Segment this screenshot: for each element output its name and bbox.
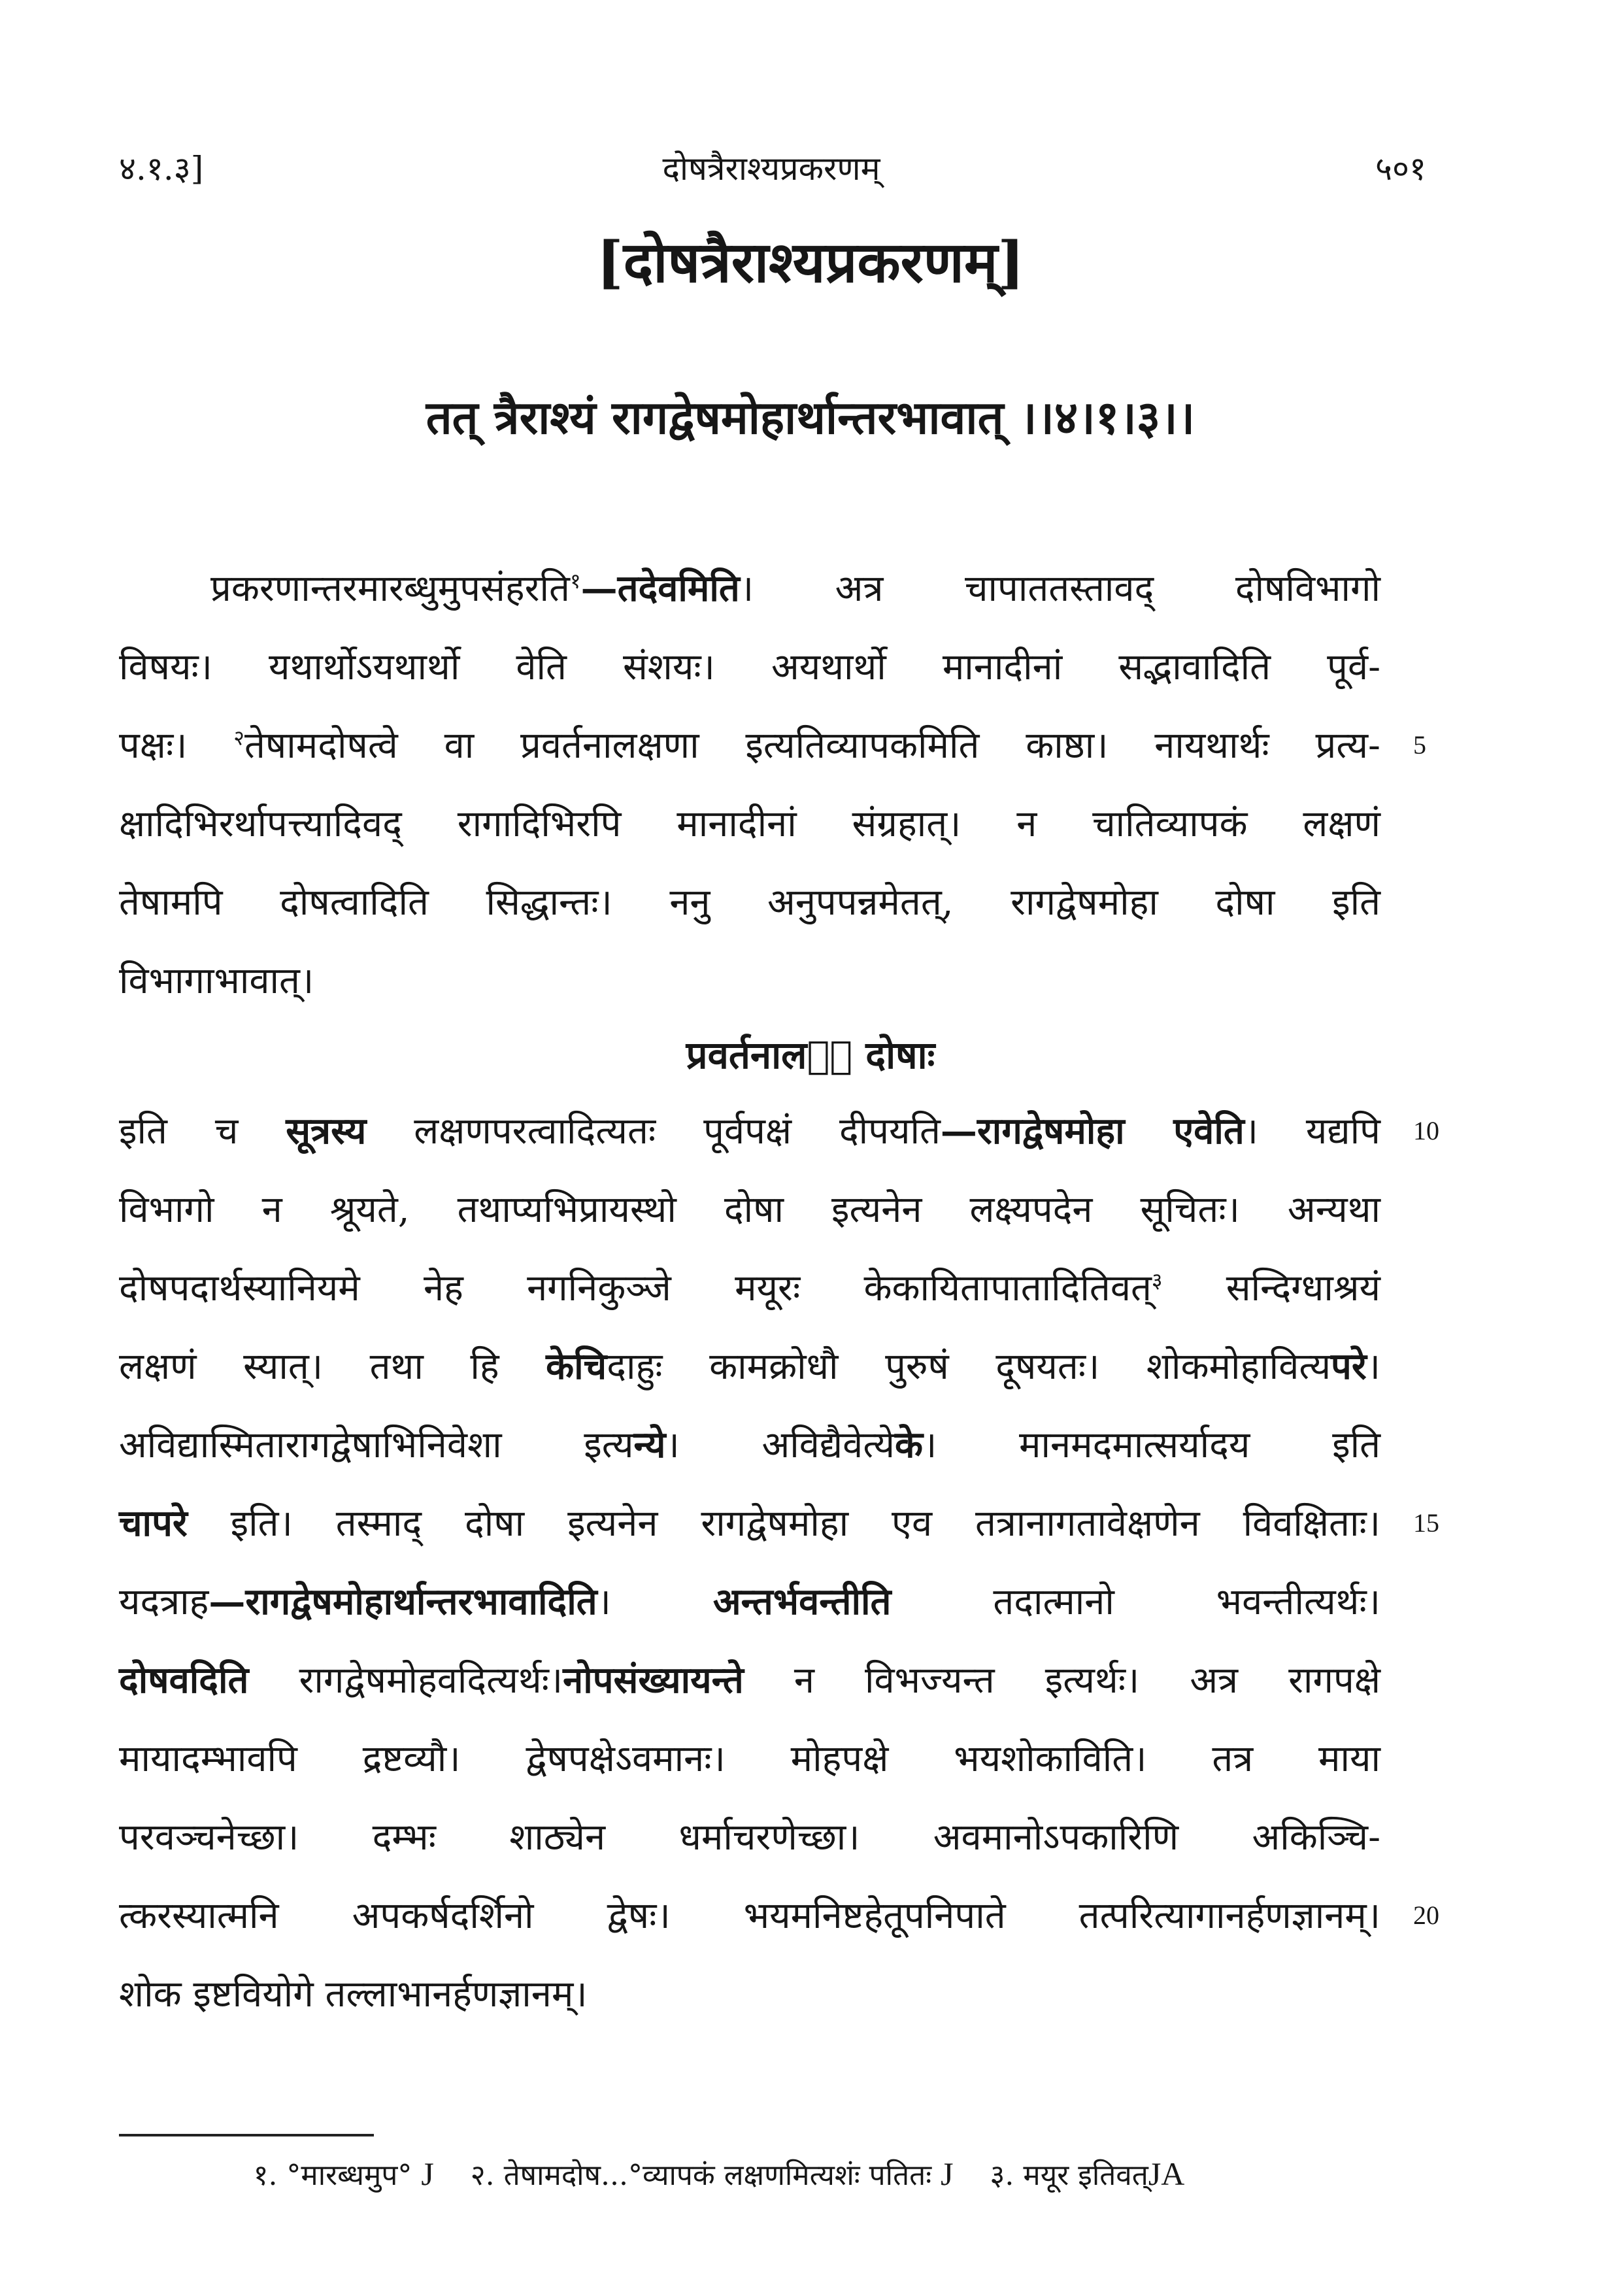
paragraph-line: प्रकरणान्तरमारब्धुमुपसंहरति$^१$—तदेवमिति। अत्र चापाततस्तावद् दोषविभागो [210, 567, 1380, 610]
paragraph-line: इति च सूत्रस्य लक्षणपरत्वादित्यतः पूर्वपक्षं दीपयति—रागद्वेषमोहा एवेति। यद्यपि [119, 1109, 1380, 1153]
paragraph-line: दोषवदिति रागद्वेषमोहवदित्यर्थः।नोपसंख्यायन्ते न विभज्यन्त इत्यर्थः। अत्र रागपक्षे [119, 1659, 1380, 1702]
page-number: ५०१ [1375, 150, 1426, 188]
paragraph-line: क्षादिभिरर्थापत्त्यादिवद् रागादिभिरपि मानादीनां संग्रहात्। न चातिव्यापकं लक्षणं [119, 803, 1380, 845]
paragraph-line: तेषामपि दोषत्वादिति सिद्धान्तः। ननु अनुपपन्नमेतत्, रागद्वेषमोहा दोषा इति [119, 881, 1380, 924]
footnote-1: १. °मारब्धमुप° [253, 2159, 412, 2192]
footnote-3: ३. मयूर इतिवत् [990, 2159, 1148, 2192]
sutra-text: तत् त्रैराश्यं रागद्वेषमोहार्थान्तरभावात् ।।४।१।३।। [426, 390, 1195, 445]
footnote-2: २. तेषामदोष...°व्यापकं लक्षणमित्यशंः पतितः [470, 2159, 932, 2192]
footnote-marker: १ [569, 568, 581, 594]
paragraph-line: शोक इष्टवियोगे तल्लाभानर्हणज्ञानम्। [119, 1973, 588, 2016]
running-header-section: ४.१.३] [119, 150, 204, 188]
paragraph-line: अविद्यास्मितारागद्वेषाभिनिवेशा इत्यन्ये। अविद्यैवेत्येके। मानमदमात्सर्यादय इति [119, 1423, 1381, 1466]
line-number: 5 [1413, 730, 1426, 760]
footnote-1-siglum: J [421, 2155, 434, 2192]
footnotes [0, 2154, 1438, 2193]
paragraph-line: विभागो न श्रूयते, तथाप्यभिप्रायस्थो दोषा इत्यनेन लक्ष्यपदेन सूचितः। अन्यथा [119, 1189, 1380, 1231]
line-number: 10 [1413, 1116, 1439, 1145]
section-title: [दोषत्रैराश्यप्रकरणम्] [596, 229, 1025, 295]
footnote-marker: ३ [1151, 1268, 1163, 1293]
paragraph-line: यदत्राह—रागद्वेषमोहार्थान्तरभावादिति। अन्तर्भवन्तीति तदात्मानो भवन्तीत्यर्थः। [119, 1580, 1380, 1623]
paragraph-line: पक्षः। $^२$तेषामदोषत्वे वा प्रवर्तनालक्षणा इत्यतिव्यापकमिति काष्ठा। नायथार्थः प्रत्य- [119, 724, 1380, 767]
paragraph-line: लक्षणं स्यात्। तथा हि केचिदाहुः कामक्रोधौ पुरुषं दूषयतः। शोकमोहावित्यपरे। [119, 1345, 1380, 1388]
running-header-title: दोषत्रैराश्यप्रकरणम् [662, 150, 880, 188]
footnote-marker: २ [233, 725, 244, 751]
paragraph-line: परवञ्चनेच्छा। दम्भः शाठ्येन धर्माचरणेच्छा। अवमानोऽपकारिणि अकिञ्चि- [119, 1816, 1380, 1859]
footnote-2-siglum: J [941, 2155, 954, 2192]
footnote-rule [119, 2134, 374, 2136]
paragraph-line: विषयः। यथार्थोऽयथार्थो वेति संशयः। अयथार्थो मानादीनां सद्भावादिति पूर्व- [119, 646, 1380, 688]
line-number: 15 [1413, 1508, 1439, 1538]
paragraph-line: दोषपदार्थस्यानियमे नेह नगनिकुञ्जे मयूरः केकायितापातादितिवत्$^३$ सन्दिग्धाश्रयं [119, 1267, 1380, 1309]
sub-heading: प्रवर्तनाल✱ा दोषाः [686, 1033, 935, 1077]
line-number: 20 [1413, 1900, 1439, 1930]
paragraph-line: चापरे इति। तस्माद् दोषा इत्यनेन रागद्वेषमोहा एव तत्रानागतावेक्षणेन विवक्षिताः। [119, 1502, 1380, 1545]
paragraph-line: मायादम्भावपि द्रष्टव्यौ। द्वेषपक्षेऽवमानः। मोहपक्षे भयशोकाविति। तत्र माया [119, 1738, 1380, 1780]
footnote-3-siglum: JA [1148, 2155, 1185, 2192]
paragraph-line: त्करस्यात्मनि अपकर्षदर्शिनो द्वेषः। भयमनिष्टहेतूपनिपाते तत्परित्यागानर्हणज्ञानम्। [119, 1895, 1380, 1937]
paragraph-line: विभागाभावात्। [119, 960, 314, 1002]
